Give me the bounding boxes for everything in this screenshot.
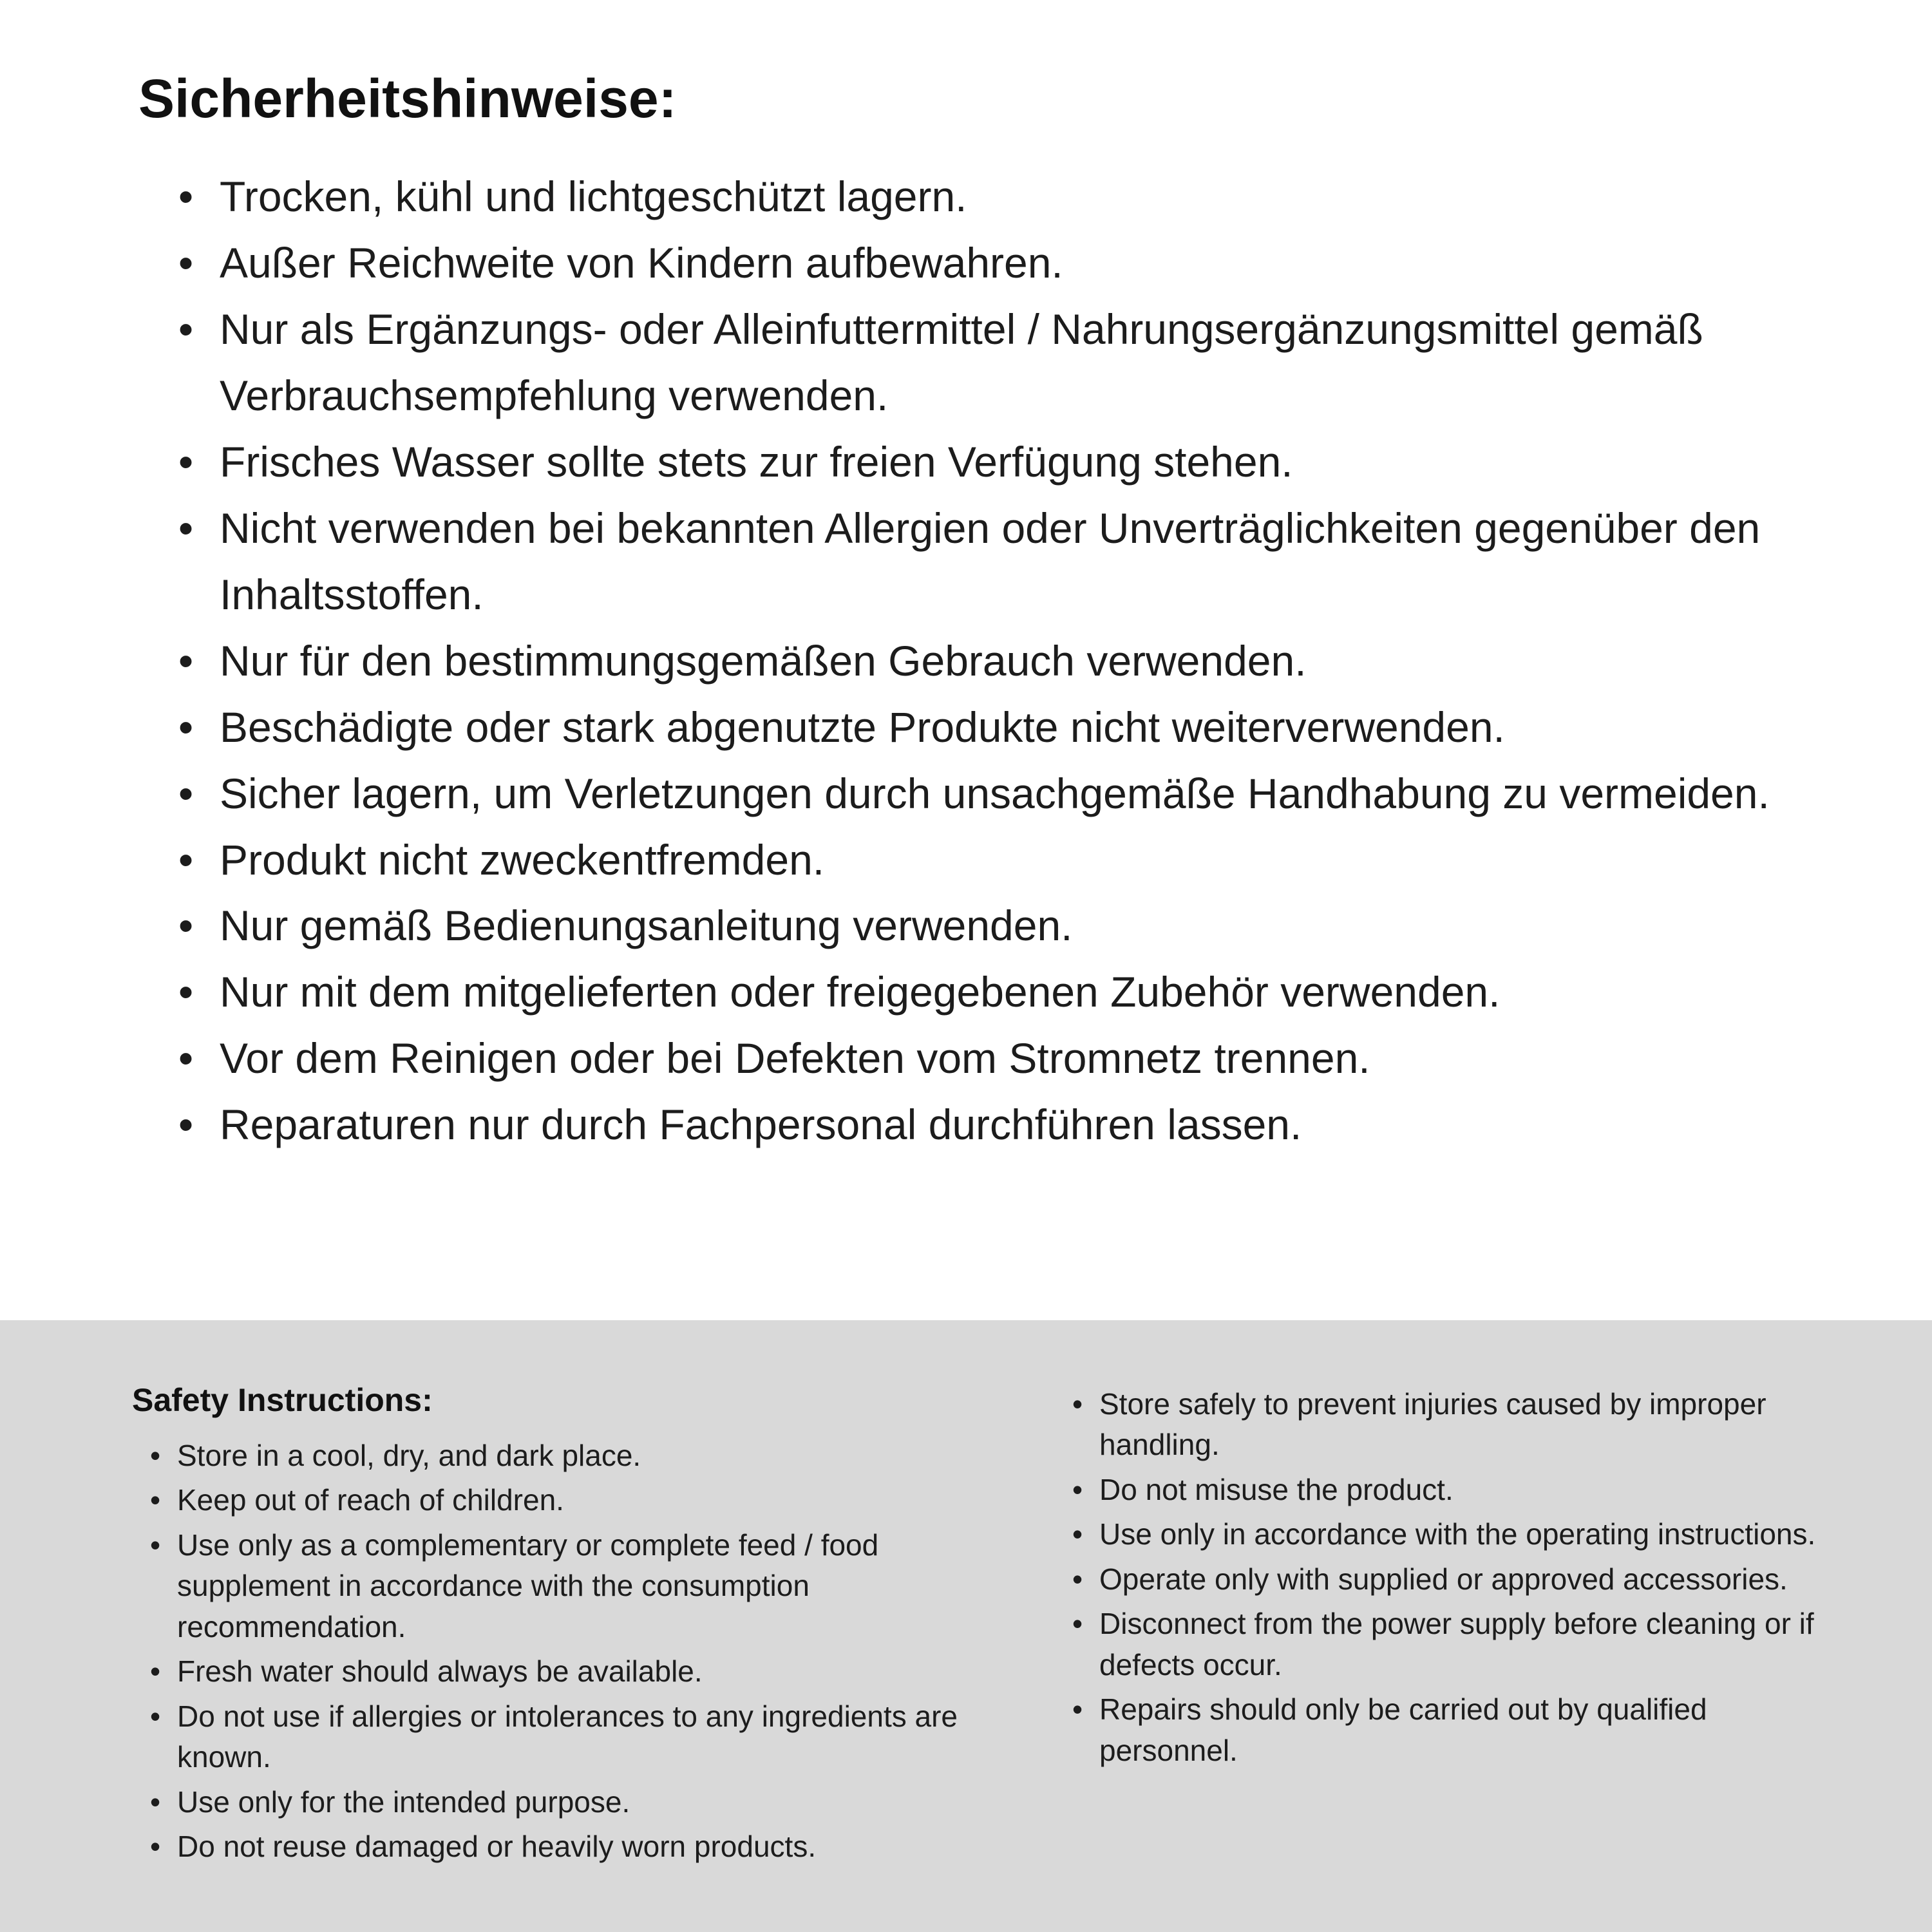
list-item-text: Vor dem Reinigen oder bei Defekten vom Stromnetz trennen.: [220, 1034, 1370, 1083]
bullet-icon: [1072, 1559, 1099, 1600]
bullet-icon: [1072, 1470, 1099, 1510]
list-item: [150, 1826, 1014, 1867]
list-item: [178, 694, 1829, 761]
bullet-icon: [1072, 1514, 1099, 1555]
german-bullet-list: [178, 164, 1829, 1158]
list-item: [1072, 1384, 1848, 1466]
english-right-column: [1072, 1381, 1848, 1932]
list-item: [178, 827, 1829, 893]
list-item-text: Reparaturen nur durch Fachpersonal durchführen lassen.: [220, 1101, 1302, 1149]
list-item-text: Keep out of reach of children.: [177, 1483, 564, 1517]
list-item: [1072, 1514, 1848, 1555]
bullet-icon: [178, 959, 220, 1025]
list-item: [178, 959, 1829, 1025]
list-item: [1072, 1604, 1848, 1685]
list-item-text: Do not reuse damaged or heavily worn products.: [177, 1830, 817, 1864]
bullet-icon: [178, 296, 220, 363]
bullet-icon: [1072, 1689, 1099, 1730]
list-item-text: Use only for the intended purpose.: [177, 1785, 630, 1819]
list-item-text: Frisches Wasser sollte stets zur freien Verfügung stehen.: [220, 437, 1293, 486]
list-item-text: Do not use if allergies or intolerances to any ingredients are known.: [177, 1699, 958, 1774]
bullet-icon: [178, 1025, 220, 1092]
list-item-text: Repairs should only be carried out by qualified personnel.: [1099, 1692, 1707, 1767]
english-section-title: Safety Instructions:: [132, 1382, 433, 1418]
list-item-text: Fresh water should always be available.: [177, 1654, 703, 1689]
list-item-text: Nur mit dem mitgelieferten oder freigegebenen Zubehör verwenden.: [220, 968, 1501, 1016]
bullet-icon: [178, 694, 220, 761]
list-item: [178, 495, 1829, 628]
bullet-icon: [178, 827, 220, 893]
list-item-text: Operate only with supplied or approved accessories.: [1099, 1562, 1788, 1596]
list-item-text: Use only in accordance with the operating instructions.: [1099, 1517, 1816, 1551]
list-item-text: Store safely to prevent injuries caused by improper handling.: [1099, 1387, 1766, 1462]
german-section-title: Sicherheitshinweise:: [138, 68, 677, 129]
bullet-icon: [178, 1092, 220, 1158]
list-item-text: Use only as a complementary or complete feed / food supplement in accordance with the consumption recommendation.: [177, 1528, 879, 1643]
list-item: [178, 429, 1829, 495]
list-item-text: Nur als Ergänzungs- oder Alleinfuttermittel / Nahrungsergänzungsmittel gemäß Verbrauchsempfehlung verwenden.: [220, 305, 1703, 419]
list-item: [178, 893, 1829, 959]
list-item: [178, 1025, 1829, 1092]
bullet-icon: [178, 628, 220, 694]
list-item-text: Nur für den bestimmungsgemäßen Gebrauch verwenden.: [220, 636, 1307, 685]
list-item-text: Sicher lagern, um Verletzungen durch unsachgemäße Handhabung zu vermeiden.: [220, 769, 1770, 817]
list-item: [178, 230, 1829, 296]
list-item: [150, 1480, 1014, 1520]
bullet-icon: [150, 1435, 177, 1476]
bullet-icon: [178, 761, 220, 827]
list-item: [1072, 1470, 1848, 1510]
bullet-icon: [150, 1651, 177, 1692]
list-item-text: Disconnect from the power supply before cleaning or if defects occur.: [1099, 1607, 1814, 1681]
list-item: [150, 1651, 1014, 1692]
bullet-icon: [150, 1525, 177, 1566]
bullet-icon: [150, 1826, 177, 1867]
list-item: [178, 164, 1829, 230]
bullet-icon: [1072, 1384, 1099, 1425]
list-item: [150, 1696, 1014, 1778]
english-right-bullet-list: [1072, 1384, 1848, 1771]
bullet-icon: [178, 429, 220, 495]
bullet-icon: [178, 164, 220, 230]
bullet-icon: [178, 495, 220, 562]
bullet-icon: [1072, 1604, 1099, 1644]
list-item: [150, 1782, 1014, 1823]
list-item: [150, 1435, 1014, 1476]
list-item: [150, 1525, 1014, 1647]
english-safety-section: [0, 1320, 1932, 1932]
list-item: [178, 761, 1829, 827]
list-item: [178, 1092, 1829, 1158]
list-item-text: Store in a cool, dry, and dark place.: [177, 1439, 641, 1472]
bullet-icon: [178, 893, 220, 959]
list-item-text: Produkt nicht zweckentfremden.: [220, 835, 825, 884]
english-left-bullet-list: [150, 1435, 1014, 1868]
list-item-text: Außer Reichweite von Kindern aufbewahren.: [220, 238, 1063, 287]
list-item-text: Trocken, kühl und lichtgeschützt lagern.: [220, 173, 967, 220]
bullet-icon: [150, 1696, 177, 1737]
english-left-column: [132, 1381, 1014, 1932]
list-item-text: Nur gemäß Bedienungsanleitung verwenden.: [220, 902, 1073, 950]
bullet-icon: [150, 1480, 177, 1520]
list-item: [178, 628, 1829, 694]
list-item-text: Do not misuse the product.: [1099, 1472, 1454, 1506]
list-item-text: Nicht verwenden bei bekannten Allergien oder Unverträglichkeiten gegenüber den Inhaltsstoffen.: [220, 504, 1761, 618]
list-item: [178, 296, 1829, 429]
list-item: [1072, 1689, 1848, 1771]
list-item-text: Beschädigte oder stark abgenutzte Produkte nicht weiterverwenden.: [220, 703, 1505, 751]
bullet-icon: [150, 1782, 177, 1823]
bullet-icon: [178, 230, 220, 296]
list-item: [1072, 1559, 1848, 1600]
